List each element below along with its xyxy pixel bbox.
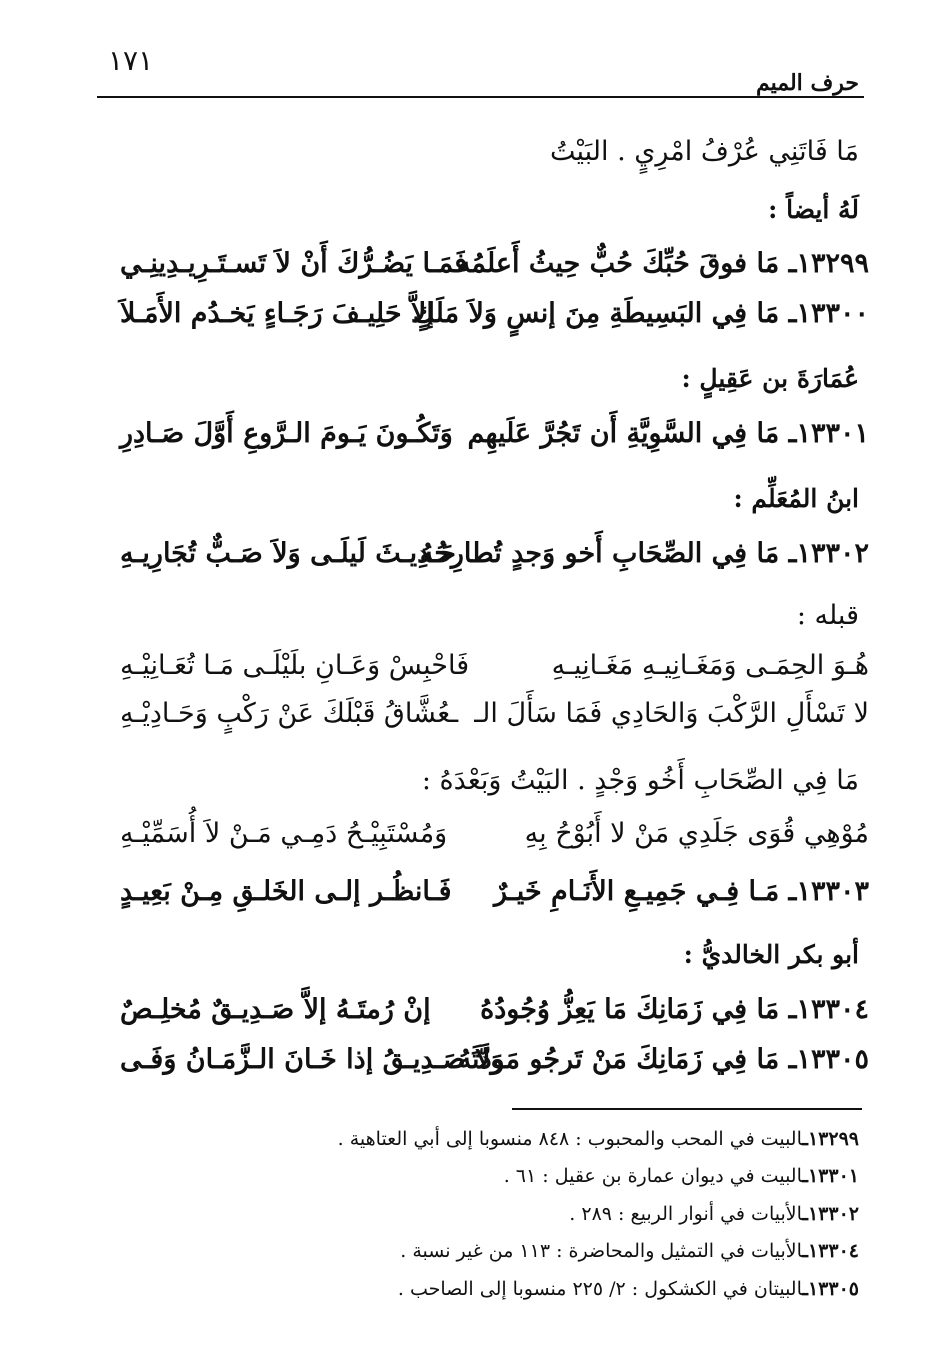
footnote-number: ١٣٣٠٤ـ	[802, 1240, 859, 1262]
verse-first-hemistich: مُوْهِي قُوَى جَلَدِي مَنْ لا أَبُوْحُ بِهِ	[524, 818, 869, 849]
poem-intro: لَهُ أيضاً :	[768, 195, 859, 224]
text-line: مَا فَاتَنِي عُرْفُ امْرِيٍ . البَيْتُ	[549, 136, 859, 167]
text-line: مَا فِي الصِّحَابِ أَخُو وَجْدٍ . البَيْتُ وَبَعْدَهُ :	[421, 765, 859, 796]
footnote	[400, 1240, 859, 1262]
footnote-number: ١٣٣٠١ـ	[802, 1165, 859, 1187]
verse-first-hemistich: ١٣٣٠٤ـ مَا فِي زَمَانِكَ مَا يَعِزُّ وُجُودُهُ	[480, 994, 869, 1025]
verse-second-hemistich: فَـانظُـر إلـى الخَلـقِ مِـنْ بَعِيـدٍ	[120, 876, 452, 907]
verse-context	[120, 698, 869, 742]
poet-name: أبو بكر الخالديُّ :	[683, 940, 859, 969]
verse-13303	[120, 876, 869, 920]
verse-13300	[120, 298, 869, 342]
verse-second-hemistich: وَلاَ صَـدِيـقُ إذا خَـانَ الـزَّمَـانُ وَفَـى	[120, 1044, 504, 1075]
verse-second-hemistich: وَتَكُـونَ يَـومَ الـرَّوعِ أَوَّلَ صَـادِرِ	[120, 418, 453, 449]
verse-first-hemistich: ١٣٣٠٠ـ مَا فِي البَسِيطَةِ مِنَ إنسٍ وَلاَ مَلَكٍ	[412, 298, 869, 329]
verse-context	[120, 818, 869, 862]
footnote-number: ١٣٣٠٥ـ	[802, 1278, 859, 1300]
chapter-title: حرف الميم	[755, 70, 859, 96]
verse-first-hemistich: ١٣٣٠٥ـ مَا فِي زَمَانِكَ مَنْ تَرجُو مَودَّتَهُ	[457, 1044, 869, 1075]
footnote-number: ١٣٢٩٩ـ	[802, 1128, 859, 1150]
header-rule	[97, 96, 864, 98]
verse-context	[120, 650, 869, 694]
verse-second-hemistich: حَـدِيـثَ لَيلَـى وَلاَ صَـبٌّ تُجَارِيـهِ	[120, 538, 456, 569]
text-line: قبله :	[796, 600, 859, 631]
verse-first-hemistich: لا تَسْأَلِ الرَّكْبَ وَالحَادِي فَمَا سَأَلَ الـ	[474, 698, 869, 729]
footnote-text: الأبيات في التمثيل والمحاضرة : ١١٣ من غير نسبة .	[400, 1240, 803, 1262]
verse-first-hemistich: ١٣٣٠٣ـ مَـا فِـي جَمِيـعِ الأَنَـامِ خَيـرٌ	[494, 876, 869, 907]
footnote	[398, 1278, 859, 1300]
verse-first-hemistich: ١٣٣٠١ـ مَا فِي السَّوِيَّةِ أَن تَجُرَّ عَلَيهِم	[467, 418, 869, 449]
poet-name: عُمَارَةَ بن عَقِيلٍ :	[681, 364, 859, 393]
verse-second-hemistich: إلاَّ حَلِيـفَ رَجَـاءٍ يَخـدُم الأَمَـلاَ	[120, 298, 434, 329]
verse-first-hemistich: هُـوَ الحِمَـى وَمَغَـانِيـهِ مَغَـانِيـهِ	[551, 650, 869, 681]
verse-second-hemistich: وَمُسْتَبِيْـحُ دَمِـي مَـنْ لاَ أُسَمِّيْـهِ	[120, 818, 448, 849]
footnote-text: البيت في ديوان عمارة بن عقيل : ٦١ .	[503, 1165, 803, 1187]
verse-second-hemistich: فَاحْبِسْ وَعَـانِ بلَيْلَـى مَـا تُعَـانِيْـهِ	[120, 650, 470, 681]
verse-13299	[120, 248, 869, 292]
verse-13305	[120, 1044, 869, 1088]
verse-13304	[120, 994, 869, 1038]
verse-second-hemistich: إنْ رُمتَـهُ إلاَّ صَـدِيـقٌ مُخلِـصٌ	[120, 994, 431, 1025]
footnote-text: البيت في المحب والمحبوب : ٨٤٨ منسوبا إلى أبي العتاهية .	[337, 1128, 803, 1150]
verse-13302	[120, 538, 869, 582]
page-number: ١٧١	[108, 44, 154, 77]
verse-first-hemistich: ١٣٢٩٩ـ مَا فوقَ حُبِّكَ حُبٌّ حِيثُ أَعلَمُه	[456, 248, 869, 279]
footnote-rule	[512, 1108, 862, 1110]
verse-second-hemistich: ـعُشَّاقُ قَبْلَكَ عَنْ رَكْبٍ وَحَـادِيْـهِ	[120, 698, 459, 729]
poet-name: ابنُ المُعَلِّم :	[733, 484, 859, 513]
verse-first-hemistich: ١٣٣٠٢ـ مَا فِي الصِّحَابِ أَخو وَجدٍ تُطارِحُهُ	[419, 538, 869, 569]
verse-second-hemistich: فَمَـا يَضُـرُّكَ أَنْ لاَ تَسـتَـرِيـدِينِـي	[120, 248, 468, 279]
footnote-text: الأبيات في أنوار الربيع : ٢٨٩ .	[569, 1203, 803, 1225]
footnote	[504, 1165, 859, 1187]
footnote	[569, 1203, 859, 1225]
footnote-number: ١٣٣٠٢ـ	[802, 1203, 859, 1225]
footnote	[338, 1128, 859, 1150]
verse-13301	[120, 418, 869, 462]
footnote-text: البيتان في الكشكول : ٢/ ٢٢٥ منسوبا إلى الصاحب .	[397, 1278, 803, 1300]
